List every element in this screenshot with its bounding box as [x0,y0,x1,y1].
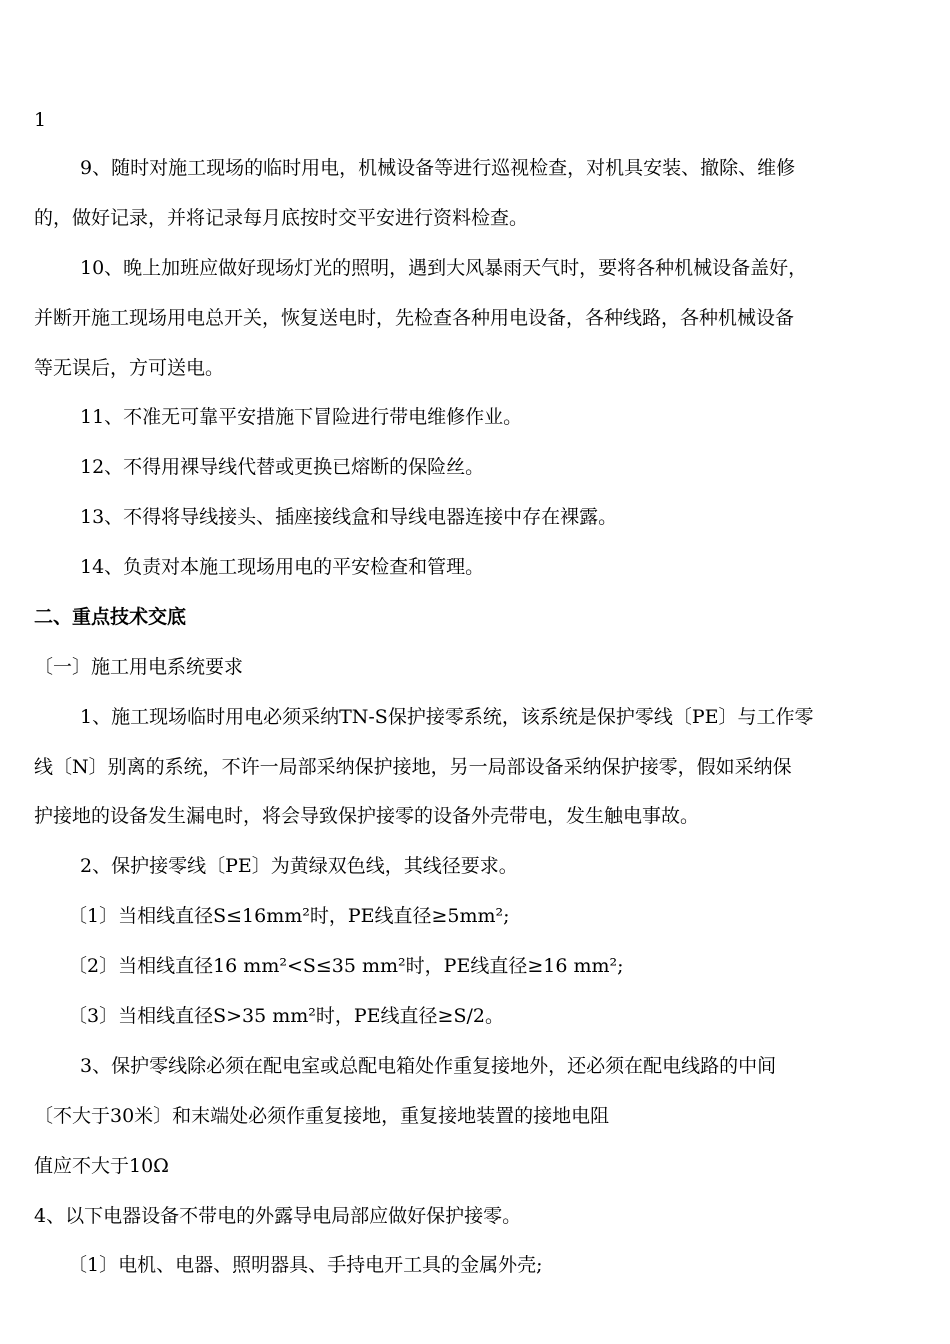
paragraph-13: 13、不得将导线接头、插座接线盒和导线电器连接中存在裸露。 [80,506,618,528]
page-number: 1 [34,109,47,131]
paragraph-10-line-1: 10、晚上加班应做好现场灯光的照明，遇到大风暴雨天气时，要将各种机械设备盖好， [80,257,808,279]
paragraph-10-line-2: 并断开施工现场用电总开关，恢复送电时，先检查各种用电设备，各种线路，各种机械设备 [34,307,795,329]
paragraph-s2-1-line-3: 护接地的设备发生漏电时，将会导致保护接零的设备外壳带电，发生触电事故。 [34,805,700,827]
paragraph-11: 11、不准无可靠平安措施下冒险进行带电维修作业。 [80,406,523,428]
paragraph-9-line-1: 9、随时对施工现场的临时用电，机械设备等进行巡视检查，对机具安装、撤除、维修 [80,157,796,179]
paragraph-s2-1-line-1: 1、施工现场临时用电必须采纳TN-S保护接零系统，该系统是保护零线〔PE〕与工作零 [80,706,814,728]
paragraph-s2-2-sub-3: 〔3〕当相线直径S>35 mm²时，PE线直径≥S/2。 [68,1005,504,1027]
paragraph-10-line-3: 等无误后，方可送电。 [34,357,225,379]
paragraph-s2-3-line-3: 值应不大于10Ω [34,1155,169,1177]
paragraph-s2-3-line-1: 3、保护零线除必须在配电室或总配电箱处作重复接地外，还必须在配电线路的中间 [80,1055,777,1077]
paragraph-s2-4: 4、以下电器设备不带电的外露导电局部应做好保护接零。 [34,1205,522,1227]
paragraph-s2-4-sub-1: 〔1〕电机、电器、照明器具、手持电开工具的金属外壳; [68,1254,543,1276]
paragraph-s2-2: 2、保护接零线〔PE〕为黄绿双色线，其线径要求。 [80,855,518,877]
paragraph-s2-1-line-2: 线〔N〕别离的系统，不许一局部采纳保护接地，另一局部设备采纳保护接零，假如采纳保 [34,756,792,778]
section-heading-2: 二、重点技术交底 [34,606,187,628]
paragraph-9-line-2: 的，做好记录，并将记录每月底按时交平安进行资料检查。 [34,207,529,229]
paragraph-s2-3-line-2: 〔不大于30米〕和末端处必须作重复接地，重复接地装置的接地电阻 [34,1105,610,1127]
paragraph-s2-2-sub-1: 〔1〕当相线直径S≤16mm²时，PE线直径≥5mm²; [68,905,510,927]
subsection-heading-1: 〔一〕施工用电系统要求 [34,656,244,678]
paragraph-s2-2-sub-2: 〔2〕当相线直径16 mm²<S≤35 mm²时，PE线直径≥16 mm²; [68,955,624,977]
paragraph-12: 12、不得用裸导线代替或更换已熔断的保险丝。 [80,456,485,478]
paragraph-14: 14、负责对本施工现场用电的平安检查和管理。 [80,556,485,578]
